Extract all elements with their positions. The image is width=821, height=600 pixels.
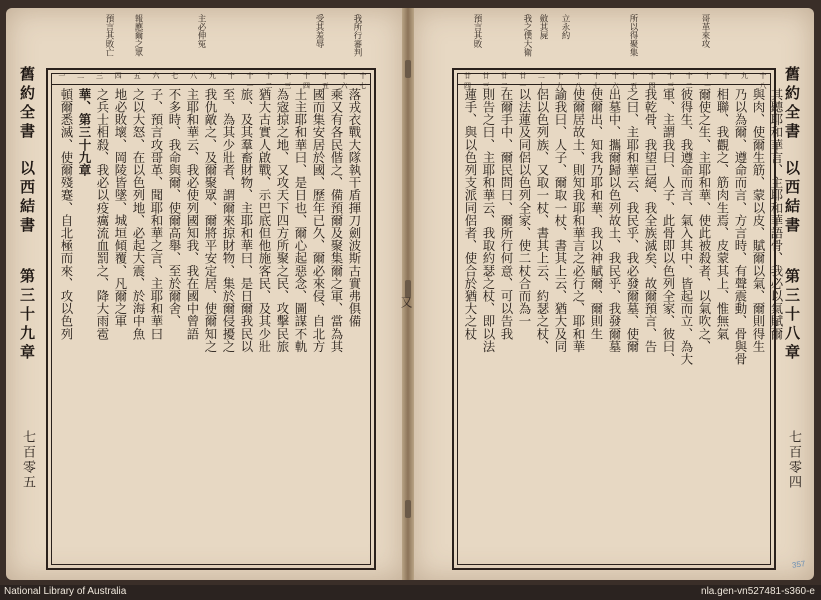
- top-note: 斂其屍: [538, 14, 548, 40]
- text-column: 爾使之生、主耶和華、使此被殺者、以氣吹之、: [697, 88, 712, 353]
- text-column: 落戎衣戰大隊執干盾揮刀劍波斯古實弗俱備: [347, 88, 362, 328]
- text-column: 我乾骨、我望已絕、我全族滅矣、故爾預言、告: [643, 88, 658, 353]
- column-number: 十五: [321, 72, 329, 90]
- text-column: 旅、及其羣畜財物、主耶和華曰、是日爾我民以: [239, 88, 254, 353]
- column-number: 十: [227, 72, 235, 80]
- column-number: 十三: [667, 72, 675, 90]
- column-number: 六: [152, 72, 160, 80]
- column-number: 十三: [284, 72, 292, 90]
- column-number: 一: [58, 72, 66, 80]
- column-number: 十八: [759, 72, 767, 90]
- top-note: 預言其敗亡: [104, 14, 114, 57]
- column-number: 三: [95, 72, 103, 80]
- chapter-label: 第三十八章: [783, 268, 801, 363]
- running-title: 舊約全書: [18, 66, 36, 142]
- text-column: 子、預言攻哥革、聞耶和華之言、主耶和華曰: [149, 88, 164, 340]
- column-number: 廿三: [482, 72, 490, 90]
- column-number: 十六: [340, 72, 348, 90]
- text-column: 在爾手中、爾民問曰、爾所行何意、可以告我: [499, 88, 514, 340]
- top-note: 立永約: [560, 14, 570, 40]
- column-number-strip: [457, 70, 771, 90]
- column-number: 十一: [246, 72, 254, 90]
- column-number: 十四: [303, 72, 311, 90]
- text-column: 猶大古實人啟戰、示巴底但他施客民、及其少壯: [257, 88, 272, 353]
- text-column: 侶以色列族、又取一杖、書其上云、約瑟之杖、: [535, 88, 550, 353]
- top-note: 主必伸冤: [196, 14, 206, 48]
- text-column: 軍、主謂我曰、人子、此骨即以色列全家、彼曰、: [661, 88, 676, 366]
- text-column: 蓮手、與以色列支派同侶者、使合於猶大之杖: [463, 88, 478, 340]
- binding-stitch: [405, 500, 411, 518]
- book-name: 以西結書: [783, 160, 801, 236]
- text-column: 以法蓮及同侶以色列全家、使二杖合而為一: [517, 88, 532, 328]
- column-number: 十二: [265, 72, 273, 90]
- column-number: 十六: [611, 72, 619, 90]
- text-column: 出墓中、攜爾歸以色列故土、我民乎、我發爾墓: [607, 88, 622, 353]
- top-note: 受其羞辱: [314, 14, 324, 48]
- column-number: 二: [77, 72, 85, 80]
- column-number: 八: [190, 72, 198, 80]
- column-number: 十四: [648, 72, 656, 90]
- text-column: 土主耶和華曰、是日也、爾心起惡念、圖謀不軌: [293, 88, 308, 353]
- institution-credit: National Library of Australia: [4, 586, 127, 597]
- text-column: 頓爾悉滅、使爾殘蹇、自北極而來、攻以色列: [59, 88, 74, 340]
- left-text-columns: [56, 88, 362, 560]
- text-column: 至、為其少壯者、謂爾來掠財物、集於爾侵擾之: [221, 88, 236, 353]
- text-column: 不多時、我命與爾、使爾高舉、至於爾舍、: [167, 88, 182, 328]
- top-note: 報應爾之眾: [133, 14, 143, 57]
- book-name: 以西結書: [18, 160, 36, 236]
- column-number: 十九: [556, 72, 564, 90]
- chapter-label: 第三十九章: [18, 268, 36, 363]
- text-column: 其聽耶和華言、主耶和華語骨、我必以氣賦爾: [769, 88, 784, 340]
- column-number: 二十: [537, 72, 545, 90]
- text-column: 我仇敵之、及爾聚眾、爾將平安定居、使爾知之: [203, 88, 218, 353]
- column-number: 十八: [574, 72, 582, 90]
- text-column: 之兵士相殺、我必以疫癘流血罰之、降大雨雹: [95, 88, 110, 340]
- left-text-frame: [46, 68, 376, 570]
- column-number: 九: [208, 72, 216, 80]
- text-column: 使爾居故土、則知我耶和華言之必行之、耶和華: [571, 88, 586, 353]
- text-column: 諭我曰、人子、爾取一杖、書其上云、猶大及同: [553, 88, 568, 353]
- top-note: 預言其敗: [472, 14, 482, 48]
- column-number-strip: [51, 70, 371, 90]
- gutter-mark: 又: [399, 296, 413, 308]
- column-number: 十二: [685, 72, 693, 90]
- text-column: 為宼掠之地、又攻天下四方所聚之民、攻擊民旅: [275, 88, 290, 353]
- column-number: 七: [171, 72, 179, 80]
- column-number: 十一: [704, 72, 712, 90]
- binding-stitch: [405, 60, 411, 78]
- column-number: 廿一: [519, 72, 527, 90]
- page-number: 七百零五: [20, 430, 35, 490]
- text-column: 地必敗壞、岡陵皆墜、城垣傾覆、凡爾之軍: [113, 88, 128, 328]
- text-column: 相聯、我觀之、筋肉生焉、皮蒙其上、惟無氣: [715, 88, 730, 340]
- text-column: 乘又有各民偕之、備預爾及聚集爾之軍、當為其: [329, 88, 344, 353]
- text-column: 國而集安居於國、歷年已久、爾必來侵、自北方: [311, 88, 326, 353]
- column-number: 廿二: [500, 72, 508, 90]
- text-column: 使爾出、知我乃耶和華、我以神賦爾、爾則生: [589, 88, 604, 340]
- page-number: 七百零四: [786, 430, 801, 490]
- column-number: 四: [114, 72, 122, 80]
- text-column: 彼得生、我遵命而言、氣入其中、皆起而立、為大: [679, 88, 694, 366]
- column-number: 五: [133, 72, 141, 80]
- text-column: 之曰、主耶和華云、我民乎、我必發爾墓、使爾: [625, 88, 640, 353]
- text-column: 與肉、使爾生筋、蒙以皮、賦爾以氣、爾則得生: [751, 88, 766, 353]
- image-identifier: nla.gen-vn527481-s360-e: [701, 586, 815, 597]
- column-number: 九: [741, 72, 749, 80]
- top-note: 我之僕大衛: [522, 14, 532, 57]
- text-column: 乃以為爾、遵命而言、方言時、有聲震動、骨與骨: [733, 88, 748, 366]
- column-number: 十七: [359, 72, 367, 90]
- text-column: 華、第三十九章: [77, 88, 92, 177]
- text-column: 則告之曰、主耶和華云、我取約瑟之杖、即以法: [481, 88, 496, 353]
- column-number: 十: [722, 72, 730, 80]
- top-note: 哥革來攻: [700, 14, 710, 48]
- text-column: 之以大怒、在以色列地、必起大震、於海中魚: [131, 88, 146, 340]
- top-note: 所以得聚集: [628, 14, 638, 57]
- column-number: 十五: [630, 72, 638, 90]
- running-title: 舊約全書: [783, 66, 801, 142]
- column-number: 廿四: [463, 72, 471, 90]
- top-note: 我所行審判: [352, 14, 362, 57]
- right-text-frame: [452, 68, 784, 570]
- text-column: 主耶和華云、我必使列國知我、我在國中曾語: [185, 88, 200, 340]
- library-stamp: 357: [791, 559, 806, 570]
- column-number: 十七: [593, 72, 601, 90]
- right-text-columns: [460, 88, 784, 560]
